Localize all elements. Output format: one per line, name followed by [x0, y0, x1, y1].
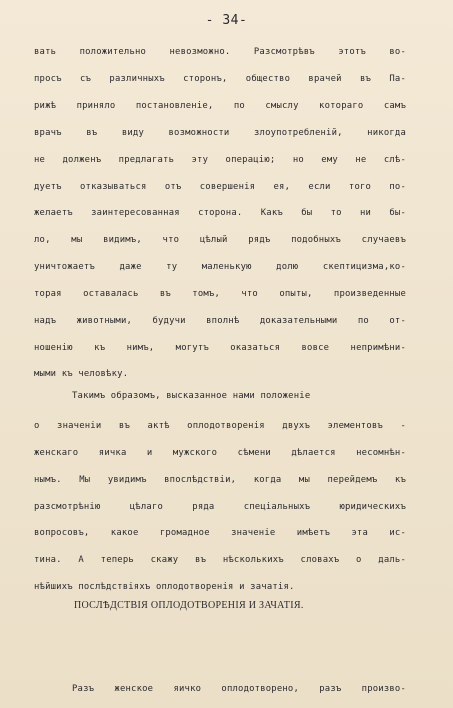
text-line: мыми къ человѣку. [34, 369, 129, 379]
text-line: просъ съ различныхъ сторонъ, общество врачей въ Па- [34, 74, 406, 84]
text-line: дуетъ отказываться отъ совершенія ея, если того по- [34, 182, 406, 192]
text-line: нымъ. Мы увидимъ впослѣдствіи, когда мы перейдемъ къ [34, 475, 406, 485]
text-line: надъ животными, будучи вполнѣ доказательными по от- [34, 316, 406, 326]
text-line: тина. А теперь скажу въ нѣсколькихъ словахъ о даль- [34, 555, 406, 565]
text-line: о значеніи въ актѣ оплодотворенія двухъ элементовъ - [34, 421, 406, 431]
text-line: женскаго яичка и мужского сѣмени дѣлается несомнѣн- [34, 448, 406, 458]
text-line: вать положительно невозможно. Разсмотрѣвъ этотъ во- [34, 47, 406, 57]
text-line: уничтожаетъ даже ту маленькую долю скептицизма,ко- [34, 262, 406, 272]
section-heading: ПОСЛѢДСТВІЯ ОПЛОДОТВОРЕНІЯ И ЗАЧАТІЯ. [74, 600, 304, 611]
text-line: вопросовъ, какое громадное значеніе имѣетъ эта ис- [34, 528, 406, 538]
text-line: Такимъ образомъ, высказанное нами положеніе [72, 391, 311, 401]
text-line: врачъ въ виду возможности злоупотребленій, никогда [34, 128, 406, 138]
text-line: рижѣ приняло постановленіе, по смыслу котораго самъ [34, 101, 406, 111]
text-line: ношенію къ нимъ, могутъ оказаться вовсе непримѣни- [34, 343, 406, 353]
text-line: не долженъ предлагать эту операцію; но ему не слѣ- [34, 155, 406, 165]
text-line: ло, мы видимъ, что цѣлый рядъ подобныхъ случаевъ [34, 235, 406, 245]
text-line: торая оставалась въ томъ, что опыты, произведенные [34, 289, 406, 299]
text-line: Разъ женское яичко оплодотворено, разъ произво- [72, 684, 406, 694]
page-number: - 34- [205, 13, 248, 28]
text-line: желаетъ заинтересованная сторона. Какъ бы то ни бы- [34, 208, 406, 218]
text-line: разсмотрѣнію цѣлаго ряда спеціальныхъ юридическихъ [34, 502, 406, 512]
text-line: нѣйшихъ послѣдствіяхъ оплодотворенія и зачатія. [34, 582, 295, 592]
